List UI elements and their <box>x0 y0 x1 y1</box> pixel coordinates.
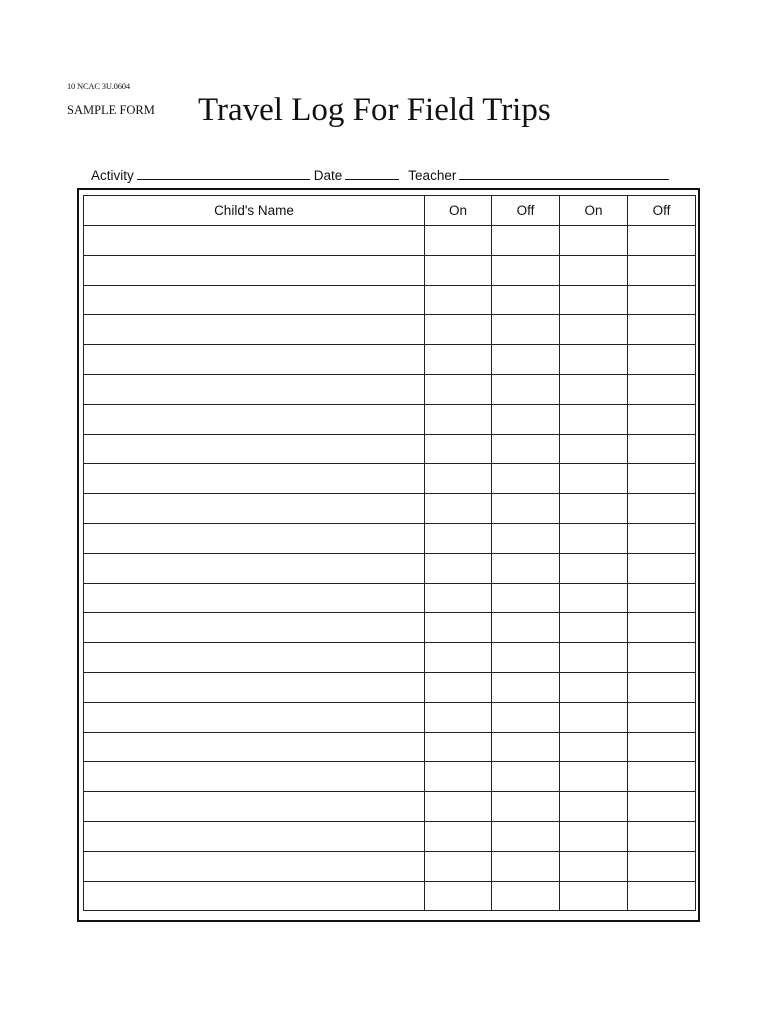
teacher-label: Teacher <box>408 168 457 183</box>
off-cell[interactable] <box>628 345 696 375</box>
off-cell[interactable] <box>628 494 696 524</box>
off-cell[interactable] <box>492 494 560 524</box>
off-cell[interactable] <box>628 285 696 315</box>
off-cell[interactable] <box>628 374 696 404</box>
on-cell[interactable] <box>425 345 492 375</box>
on-cell[interactable] <box>560 732 628 762</box>
off-cell[interactable] <box>628 821 696 851</box>
name-cell[interactable] <box>84 494 425 524</box>
table-row <box>84 494 696 524</box>
table-row <box>84 583 696 613</box>
off-cell[interactable] <box>492 523 560 553</box>
on-cell[interactable] <box>425 226 492 256</box>
table-row <box>84 792 696 822</box>
on-cell[interactable] <box>425 285 492 315</box>
on-cell[interactable] <box>560 672 628 702</box>
off-cell[interactable] <box>628 434 696 464</box>
table-row <box>84 255 696 285</box>
activity-blank[interactable] <box>137 168 310 180</box>
off-cell[interactable] <box>628 702 696 732</box>
table-row <box>84 374 696 404</box>
off-cell[interactable] <box>492 702 560 732</box>
on-cell[interactable] <box>560 792 628 822</box>
form-title: Travel Log For Field Trips <box>198 92 551 128</box>
date-blank[interactable] <box>345 168 399 180</box>
column-header-off: Off <box>492 196 560 226</box>
off-cell[interactable] <box>492 345 560 375</box>
on-cell[interactable] <box>425 583 492 613</box>
on-cell[interactable] <box>425 255 492 285</box>
sample-form-label: SAMPLE FORM <box>67 103 155 117</box>
table-header-row <box>84 196 696 226</box>
name-cell[interactable] <box>84 672 425 702</box>
on-cell[interactable] <box>425 672 492 702</box>
on-cell[interactable] <box>425 881 492 911</box>
name-cell[interactable] <box>84 792 425 822</box>
table-row <box>84 881 696 911</box>
on-cell[interactable] <box>425 434 492 464</box>
on-cell[interactable] <box>425 643 492 673</box>
table-row <box>84 762 696 792</box>
table-row <box>84 672 696 702</box>
off-cell[interactable] <box>628 255 696 285</box>
table-row <box>84 404 696 434</box>
name-cell[interactable] <box>84 702 425 732</box>
on-cell[interactable] <box>560 345 628 375</box>
name-cell[interactable] <box>84 226 425 256</box>
travel-log-table <box>83 195 696 911</box>
name-cell[interactable] <box>84 255 425 285</box>
off-cell[interactable] <box>628 732 696 762</box>
on-cell[interactable] <box>425 702 492 732</box>
on-cell[interactable] <box>425 404 492 434</box>
name-cell[interactable] <box>84 404 425 434</box>
on-cell[interactable] <box>560 821 628 851</box>
on-cell[interactable] <box>560 702 628 732</box>
on-cell[interactable] <box>425 315 492 345</box>
activity-label: Activity <box>91 168 134 183</box>
on-cell[interactable] <box>425 792 492 822</box>
on-cell[interactable] <box>560 851 628 881</box>
on-cell[interactable] <box>560 881 628 911</box>
on-cell[interactable] <box>425 523 492 553</box>
off-cell[interactable] <box>492 226 560 256</box>
column-header-off: Off <box>628 196 696 226</box>
off-cell[interactable] <box>492 643 560 673</box>
on-cell[interactable] <box>560 494 628 524</box>
on-cell[interactable] <box>425 464 492 494</box>
table-row <box>84 613 696 643</box>
name-cell[interactable] <box>84 762 425 792</box>
on-cell[interactable] <box>560 613 628 643</box>
table-row <box>84 464 696 494</box>
column-header-childs-name: Child's Name <box>84 196 425 226</box>
off-cell[interactable] <box>492 762 560 792</box>
date-label: Date <box>313 168 343 183</box>
off-cell[interactable] <box>492 285 560 315</box>
off-cell[interactable] <box>492 583 560 613</box>
name-cell[interactable] <box>84 374 425 404</box>
off-cell[interactable] <box>492 672 560 702</box>
trip-info-line <box>91 168 673 183</box>
on-cell[interactable] <box>560 464 628 494</box>
on-cell[interactable] <box>425 851 492 881</box>
on-cell[interactable] <box>425 374 492 404</box>
table-row <box>84 851 696 881</box>
teacher-blank[interactable] <box>459 168 669 180</box>
regulation-reference: 10 NCAC 3U.0604 <box>67 81 130 91</box>
off-cell[interactable] <box>492 792 560 822</box>
table-row <box>84 315 696 345</box>
off-cell[interactable] <box>628 762 696 792</box>
on-cell[interactable] <box>560 374 628 404</box>
name-cell[interactable] <box>84 464 425 494</box>
table-row <box>84 732 696 762</box>
name-cell[interactable] <box>84 732 425 762</box>
table-row <box>84 434 696 464</box>
name-cell[interactable] <box>84 285 425 315</box>
on-cell[interactable] <box>560 255 628 285</box>
off-cell[interactable] <box>492 851 560 881</box>
off-cell[interactable] <box>492 553 560 583</box>
on-cell[interactable] <box>560 404 628 434</box>
on-cell[interactable] <box>425 613 492 643</box>
off-cell[interactable] <box>492 374 560 404</box>
on-cell[interactable] <box>560 643 628 673</box>
on-cell[interactable] <box>560 285 628 315</box>
off-cell[interactable] <box>628 523 696 553</box>
table-row <box>84 523 696 553</box>
off-cell[interactable] <box>492 732 560 762</box>
on-cell[interactable] <box>560 523 628 553</box>
column-header-on: On <box>560 196 628 226</box>
on-cell[interactable] <box>425 732 492 762</box>
name-cell[interactable] <box>84 643 425 673</box>
off-cell[interactable] <box>628 315 696 345</box>
off-cell[interactable] <box>628 643 696 673</box>
name-cell[interactable] <box>84 345 425 375</box>
off-cell[interactable] <box>628 851 696 881</box>
off-cell[interactable] <box>628 613 696 643</box>
on-cell[interactable] <box>560 226 628 256</box>
on-cell[interactable] <box>560 553 628 583</box>
table-row <box>84 821 696 851</box>
off-cell[interactable] <box>492 821 560 851</box>
name-cell[interactable] <box>84 613 425 643</box>
off-cell[interactable] <box>628 404 696 434</box>
name-cell[interactable] <box>84 821 425 851</box>
on-cell[interactable] <box>560 434 628 464</box>
on-cell[interactable] <box>560 762 628 792</box>
on-cell[interactable] <box>425 821 492 851</box>
table-row <box>84 226 696 256</box>
off-cell[interactable] <box>628 464 696 494</box>
on-cell[interactable] <box>425 762 492 792</box>
off-cell[interactable] <box>628 792 696 822</box>
column-header-on: On <box>425 196 492 226</box>
name-cell[interactable] <box>84 583 425 613</box>
on-cell[interactable] <box>425 553 492 583</box>
name-cell[interactable] <box>84 523 425 553</box>
off-cell[interactable] <box>628 672 696 702</box>
table-row <box>84 285 696 315</box>
on-cell[interactable] <box>425 494 492 524</box>
off-cell[interactable] <box>492 315 560 345</box>
off-cell[interactable] <box>628 583 696 613</box>
off-cell[interactable] <box>628 553 696 583</box>
name-cell[interactable] <box>84 434 425 464</box>
off-cell[interactable] <box>628 226 696 256</box>
name-cell[interactable] <box>84 851 425 881</box>
name-cell[interactable] <box>84 315 425 345</box>
table-row <box>84 702 696 732</box>
on-cell[interactable] <box>560 315 628 345</box>
table-body <box>84 226 696 911</box>
off-cell[interactable] <box>628 881 696 911</box>
off-cell[interactable] <box>492 464 560 494</box>
off-cell[interactable] <box>492 434 560 464</box>
off-cell[interactable] <box>492 404 560 434</box>
name-cell[interactable] <box>84 553 425 583</box>
off-cell[interactable] <box>492 613 560 643</box>
off-cell[interactable] <box>492 255 560 285</box>
name-cell[interactable] <box>84 881 425 911</box>
off-cell[interactable] <box>492 881 560 911</box>
table-row <box>84 643 696 673</box>
table-row <box>84 553 696 583</box>
table-row <box>84 345 696 375</box>
on-cell[interactable] <box>560 583 628 613</box>
